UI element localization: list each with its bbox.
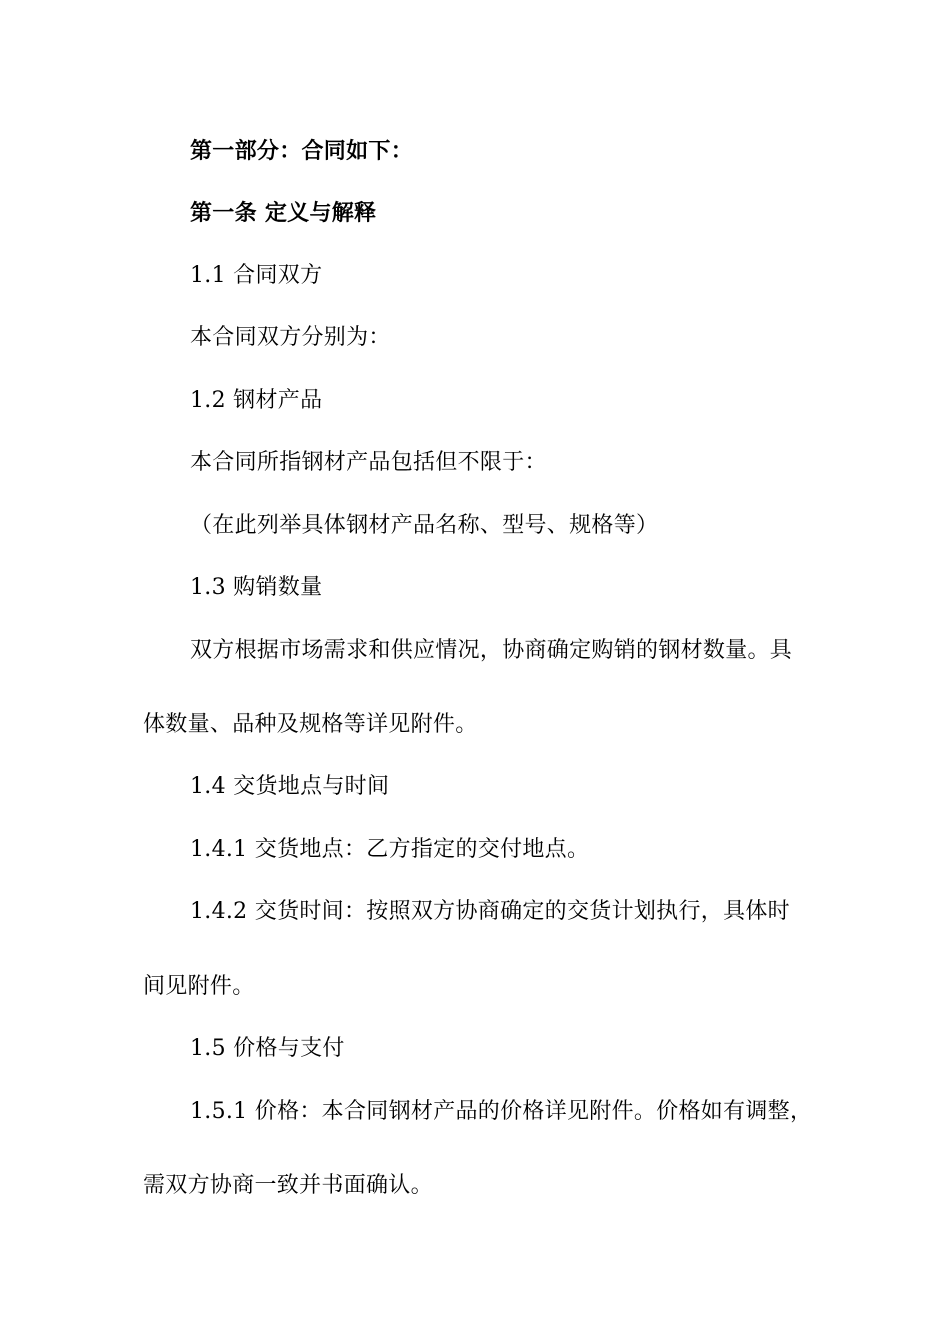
section-1-4-2-line2: 间见附件。 <box>143 974 255 999</box>
article-heading: 第一条 定义与解释 <box>190 200 377 226</box>
section-1-1-body: 本合同双方分别为： <box>190 325 391 350</box>
section-1-4-2-line1: 1.4.2 交货时间：按照双方协商确定的交货计划执行，具体时 <box>190 899 790 924</box>
section-1-2-body: 本合同所指钢材产品包括但不限于： <box>190 450 547 475</box>
section-1-3-title: 1.3 购销数量 <box>190 575 323 600</box>
section-1-4-1: 1.4.1 交货地点：乙方指定的交付地点。 <box>190 837 590 862</box>
section-1-4-title: 1.4 交货地点与时间 <box>190 774 390 799</box>
section-1-2-note: （在此列举具体钢材产品名称、型号、规格等） <box>190 513 659 538</box>
section-1-2-title: 1.2 钢材产品 <box>190 388 323 413</box>
section-1-3-body-line2: 体数量、品种及规格等详见附件。 <box>143 712 478 737</box>
section-1-5-1-line1: 1.5.1 价格：本合同钢材产品的价格详见附件。价格如有调整， <box>190 1099 813 1124</box>
section-1-1-title: 1.1 合同双方 <box>190 263 323 288</box>
section-1-5-title: 1.5 价格与支付 <box>190 1036 345 1061</box>
part-heading: 第一部分：合同如下： <box>190 138 414 164</box>
section-1-3-body-line1: 双方根据市场需求和供应情况，协商确定购销的钢材数量。具 <box>190 638 793 663</box>
section-1-5-1-line2: 需双方协商一致并书面确认。 <box>143 1173 433 1198</box>
